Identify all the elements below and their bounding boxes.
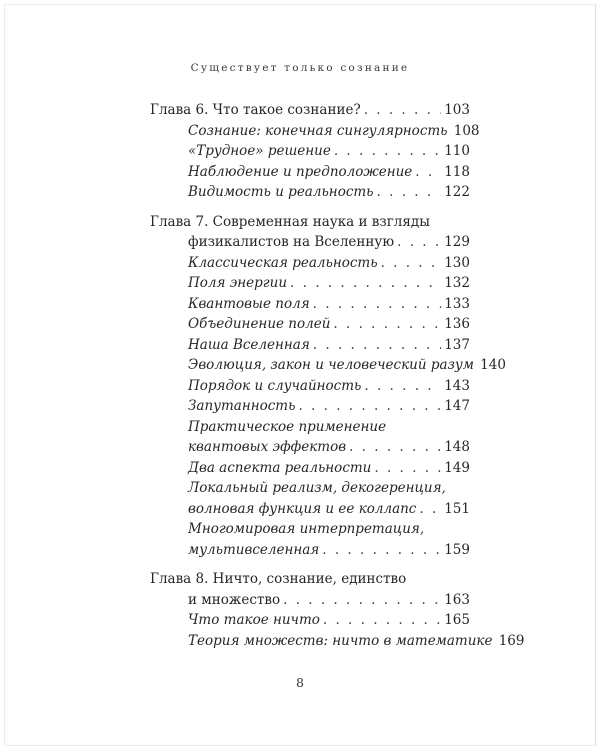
toc-entry-page: 133 xyxy=(444,295,470,312)
toc-entry-line xyxy=(188,162,470,183)
toc-entry-title: Локальный реализм, декогеренция, xyxy=(188,480,446,496)
toc-entry-title: Теория множеств: ничто в математике xyxy=(188,632,493,649)
toc-entry-line xyxy=(188,253,470,274)
toc-entry-line xyxy=(188,396,470,417)
toc-entry-title: Многомировая интерпретация, xyxy=(188,521,425,537)
toc-entry xyxy=(150,631,525,652)
toc-entry-line xyxy=(188,499,470,520)
toc-entry-page: 148 xyxy=(444,439,470,455)
toc-entry-line xyxy=(188,355,506,376)
toc-entry xyxy=(150,458,470,479)
toc-entry xyxy=(150,182,470,203)
dot-leader xyxy=(364,100,441,121)
toc-entry-line xyxy=(188,437,470,458)
dot-leader xyxy=(349,437,441,458)
running-head: Существует только сознание xyxy=(190,62,410,74)
toc-entry-title: Наша Вселенная xyxy=(188,336,310,353)
toc-entry-title: Глава 6. Что такое сознание? xyxy=(150,102,361,118)
toc-entry xyxy=(150,253,470,274)
toc-entry-page: 110 xyxy=(444,143,470,159)
toc-entry-title: Квантовые поля xyxy=(188,295,310,312)
toc-entry-line xyxy=(188,273,470,294)
toc-entry-line xyxy=(188,631,525,652)
toc-entry xyxy=(150,294,470,315)
page-number: 8 xyxy=(296,675,304,690)
toc-entry xyxy=(150,121,480,142)
toc-entry-page: 165 xyxy=(444,612,470,628)
toc-entry xyxy=(150,355,506,376)
dot-leader xyxy=(298,396,441,417)
toc-entry-page: 140 xyxy=(480,357,506,373)
toc-entry xyxy=(150,273,470,294)
toc-entry-page: 169 xyxy=(498,632,525,649)
toc-entry-line xyxy=(188,458,470,479)
dot-leader xyxy=(313,335,441,356)
toc-entry xyxy=(150,610,470,631)
toc-entry-page: 143 xyxy=(444,377,470,394)
toc-entry-page: 129 xyxy=(444,234,470,250)
toc-entry-line xyxy=(188,376,470,397)
toc-entry xyxy=(150,376,470,397)
toc-entry-title: Два аспекта реальности xyxy=(188,459,372,476)
toc-entry-page: 163 xyxy=(444,591,470,608)
toc-entry-title: Наблюдение и предположение xyxy=(188,163,413,180)
dot-leader xyxy=(415,162,441,183)
toc-entry-page: 151 xyxy=(444,500,470,517)
dot-leader xyxy=(290,273,441,294)
toc-entry-line xyxy=(150,569,470,590)
dot-leader xyxy=(334,141,441,162)
dot-leader xyxy=(397,232,441,253)
toc-entry xyxy=(150,396,470,417)
toc-entry xyxy=(150,417,470,458)
toc-entry-title: Поля энергии xyxy=(188,275,288,291)
toc-entry-line xyxy=(188,417,470,438)
toc-entry xyxy=(150,314,470,335)
toc-entry-title: Классическая реальность xyxy=(188,254,378,271)
toc-entry-title: Сознание: конечная сингулярность xyxy=(188,122,448,139)
toc-entry-line xyxy=(188,121,480,142)
toc-entry-page: 137 xyxy=(444,336,470,353)
toc-entry-line xyxy=(150,100,470,121)
dot-leader xyxy=(333,314,441,335)
toc-entry xyxy=(150,141,470,162)
toc-entry xyxy=(150,519,470,560)
toc-entry-title: Глава 7. Современная наука и взгляды xyxy=(150,213,430,230)
toc-entry-line xyxy=(150,590,470,611)
toc-entry-title: Что такое ничто xyxy=(188,612,320,628)
toc-entry-title: Видимость и реальность xyxy=(188,184,374,200)
toc-entry-line xyxy=(150,212,470,233)
toc-entry-line xyxy=(188,314,470,335)
dot-leader xyxy=(283,590,441,611)
toc-entry-line xyxy=(188,519,470,540)
toc-entry-title: Глава 8. Ничто, сознание, единство xyxy=(150,571,407,587)
toc-entry-title: волновая функция и ее коллапс xyxy=(188,500,417,517)
toc-entry xyxy=(150,335,470,356)
toc-entry-page: 122 xyxy=(444,184,470,200)
toc-entry-title: физикалистов на Вселенную xyxy=(188,234,395,250)
toc-entry-title: мультивселенная xyxy=(188,541,320,558)
toc-entry-line xyxy=(188,141,470,162)
dot-leader xyxy=(377,182,441,203)
toc-entry-line xyxy=(188,540,470,561)
dot-leader xyxy=(381,253,441,274)
dot-leader xyxy=(323,610,441,631)
dot-leader xyxy=(419,499,441,520)
toc-entry xyxy=(150,569,470,610)
toc-entry-page: 103 xyxy=(444,102,470,118)
toc-entry-page: 149 xyxy=(444,459,470,476)
toc-entry-line xyxy=(188,182,470,203)
toc-entry-line xyxy=(188,294,470,315)
toc-entry-page: 132 xyxy=(444,275,470,291)
toc-entry-title: и множество xyxy=(188,591,281,608)
toc-entry-title: «Трудное» решение xyxy=(188,143,331,159)
toc-entry-line xyxy=(188,610,470,631)
toc-entry-page: 130 xyxy=(444,254,470,271)
toc-entry-page: 108 xyxy=(453,122,480,139)
toc-entry-title: Объединение полей xyxy=(188,316,331,332)
toc-entry xyxy=(150,212,470,253)
toc-entry-page: 118 xyxy=(444,163,470,180)
toc-list xyxy=(150,100,525,651)
toc-entry xyxy=(150,162,470,183)
toc-entry xyxy=(150,478,470,519)
toc-entry-title: Эволюция, закон и человеческий разум xyxy=(188,357,474,373)
toc-entry-title: Порядок и случайность xyxy=(188,377,362,394)
toc-entry-line xyxy=(150,232,470,253)
dot-leader xyxy=(322,540,441,561)
toc-entry-page: 159 xyxy=(444,541,470,558)
toc-entry xyxy=(150,100,470,121)
toc-entry-title: квантовых эффектов xyxy=(188,439,347,455)
toc-entry-line xyxy=(188,335,470,356)
toc-entry-title: Запутанность xyxy=(188,398,296,414)
toc-entry-title: Практическое применение xyxy=(188,418,387,435)
dot-leader xyxy=(374,458,441,479)
dot-leader xyxy=(364,376,441,397)
toc-entry-page: 147 xyxy=(444,398,470,414)
toc-entry-page: 136 xyxy=(444,316,470,332)
dot-leader xyxy=(313,294,441,315)
toc-entry-line xyxy=(188,478,470,499)
